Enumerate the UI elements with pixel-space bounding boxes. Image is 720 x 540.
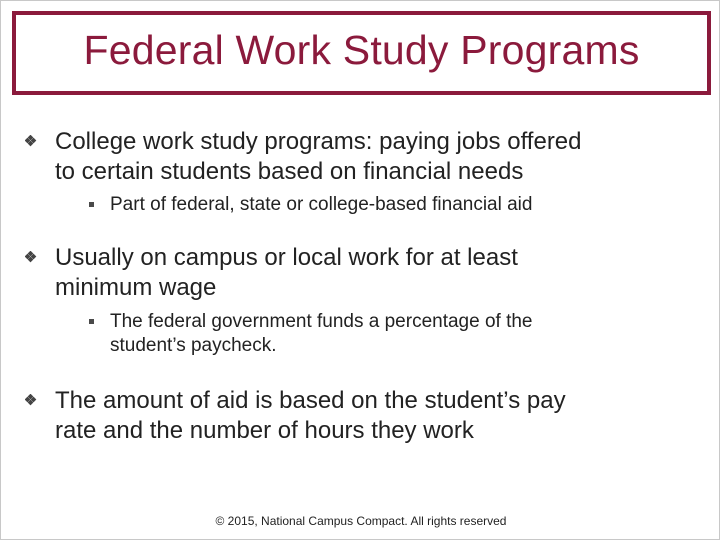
bullet-line: College work study programs: paying jobs offered <box>55 128 582 155</box>
bullet-line: rate and the number of hours they work <box>55 417 474 444</box>
diamond-bullet-icon <box>25 251 37 263</box>
sub-bullet-item-1 <box>89 193 532 217</box>
bullet-item-1 <box>25 127 582 187</box>
bullet-item-2 <box>25 243 518 303</box>
sub-bullet-line: student’s paycheck. <box>110 335 277 356</box>
bullet-text <box>55 243 518 303</box>
bullet-text <box>55 386 566 446</box>
bullet-item-3 <box>25 386 566 446</box>
diamond-bullet-icon <box>25 135 37 147</box>
bullet-line: to certain students based on financial needs <box>55 158 524 185</box>
bullet-line: minimum wage <box>55 274 217 301</box>
sub-bullet-item-2 <box>89 310 533 358</box>
sub-bullet-text <box>110 193 532 217</box>
sub-bullet-line: Part of federal, state or college-based financial aid <box>110 194 533 215</box>
sub-bullet-line: The federal government funds a percentage of the <box>110 311 533 332</box>
square-bullet-icon <box>89 202 94 207</box>
slide-title: Federal Work Study Programs <box>83 26 640 73</box>
copyright-footer: © 2015, National Campus Compact. All rights reserved <box>215 514 507 528</box>
bullet-line: Usually on campus or local work for at least <box>55 244 518 271</box>
title-box <box>12 11 711 95</box>
bullet-line: The amount of aid is based on the student’s pay <box>55 387 566 414</box>
diamond-bullet-icon <box>25 394 37 406</box>
sub-bullet-text <box>110 310 533 358</box>
bullet-text <box>55 127 582 187</box>
square-bullet-icon <box>89 319 94 324</box>
